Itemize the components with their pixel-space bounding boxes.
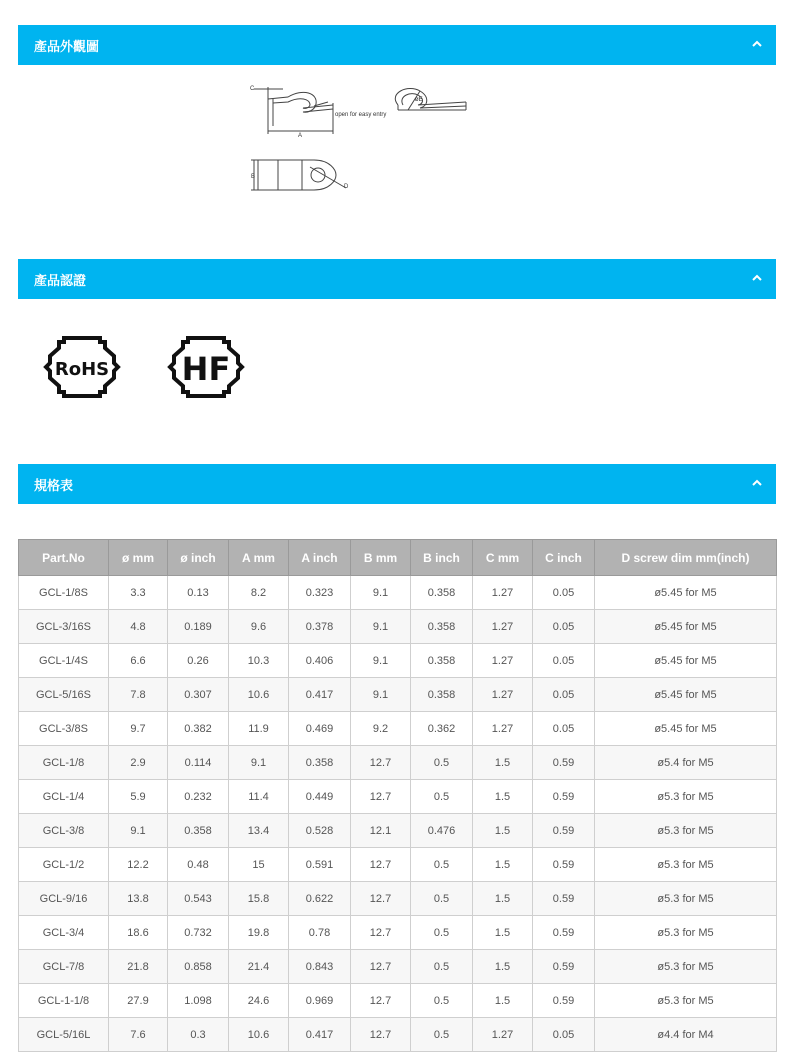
part-number-cell: GCL-3/16S xyxy=(19,610,109,644)
section-header-appearance[interactable] xyxy=(18,25,776,65)
label-e: øE xyxy=(415,97,423,103)
table-cell: 0.307 xyxy=(168,678,229,712)
table-cell: 0.417 xyxy=(289,678,351,712)
column-header: B mm xyxy=(351,540,411,576)
column-header: ø mm xyxy=(109,540,168,576)
table-cell: 0.26 xyxy=(168,644,229,678)
table-cell: 0.449 xyxy=(289,780,351,814)
table-cell: 0.59 xyxy=(533,814,595,848)
table-cell: 10.3 xyxy=(229,644,289,678)
table-cell: 0.3 xyxy=(168,1018,229,1052)
column-header: D screw dim mm(inch) xyxy=(595,540,777,576)
column-header: ø inch xyxy=(168,540,229,576)
table-row xyxy=(19,950,777,984)
table-cell: 9.1 xyxy=(109,814,168,848)
table-cell: 0.382 xyxy=(168,712,229,746)
easy-entry-note: open for easy entry xyxy=(335,112,387,118)
table-cell: 1.5 xyxy=(473,984,533,1018)
table-cell: 0.528 xyxy=(289,814,351,848)
table-row xyxy=(19,576,777,610)
label-b: B xyxy=(251,174,256,180)
table-cell: 9.1 xyxy=(229,746,289,780)
table-cell: ø5.4 for M5 xyxy=(595,746,777,780)
part-number-cell: GCL-1/2 xyxy=(19,848,109,882)
table-cell: 27.9 xyxy=(109,984,168,1018)
table-cell: 0.406 xyxy=(289,644,351,678)
table-cell: 0.358 xyxy=(289,746,351,780)
table-cell: 0.476 xyxy=(411,814,473,848)
table-cell: 0.969 xyxy=(289,984,351,1018)
table-cell: 9.1 xyxy=(351,644,411,678)
table-cell: 12.7 xyxy=(351,984,411,1018)
chevron-up-icon[interactable] xyxy=(750,37,764,51)
table-row xyxy=(19,712,777,746)
spec-table xyxy=(18,539,777,1052)
table-cell: 0.843 xyxy=(289,950,351,984)
section-title: 規格表 xyxy=(34,478,74,494)
column-header: A inch xyxy=(289,540,351,576)
table-cell: 0.05 xyxy=(533,712,595,746)
table-cell: 0.591 xyxy=(289,848,351,882)
table-cell: 0.858 xyxy=(168,950,229,984)
part-number-cell: GCL-1/4S xyxy=(19,644,109,678)
table-cell: 0.358 xyxy=(411,678,473,712)
column-header: B inch xyxy=(411,540,473,576)
table-cell: 0.358 xyxy=(168,814,229,848)
table-cell: 1.27 xyxy=(473,576,533,610)
hf-label: HF xyxy=(181,350,231,388)
table-cell: 0.358 xyxy=(411,644,473,678)
part-number-cell: GCL-1-1/8 xyxy=(19,984,109,1018)
table-cell: 0.358 xyxy=(411,576,473,610)
table-cell: 1.5 xyxy=(473,950,533,984)
table-cell: 12.1 xyxy=(351,814,411,848)
table-row xyxy=(19,916,777,950)
table-cell: 19.8 xyxy=(229,916,289,950)
table-cell: 1.098 xyxy=(168,984,229,1018)
table-cell: ø5.45 for M5 xyxy=(595,678,777,712)
chevron-up-icon[interactable] xyxy=(750,476,764,490)
table-cell: ø4.4 for M4 xyxy=(595,1018,777,1052)
table-cell: 0.114 xyxy=(168,746,229,780)
table-cell: ø5.45 for M5 xyxy=(595,644,777,678)
section-title: 產品認證 xyxy=(34,273,87,289)
table-row xyxy=(19,644,777,678)
table-cell: 12.7 xyxy=(351,916,411,950)
table-cell: 0.5 xyxy=(411,916,473,950)
table-cell: 18.6 xyxy=(109,916,168,950)
table-cell: 0.5 xyxy=(411,882,473,916)
section-header-specs[interactable] xyxy=(18,464,776,504)
table-cell: 9.2 xyxy=(351,712,411,746)
table-cell: 0.05 xyxy=(533,610,595,644)
table-cell: 1.27 xyxy=(473,678,533,712)
table-cell: 2.9 xyxy=(109,746,168,780)
rohs-label: RoHS xyxy=(54,359,110,380)
table-cell: 12.7 xyxy=(351,882,411,916)
label-d: D xyxy=(344,184,349,190)
table-cell: 1.27 xyxy=(473,610,533,644)
table-row xyxy=(19,984,777,1018)
table-cell: 0.78 xyxy=(289,916,351,950)
table-cell: 0.05 xyxy=(533,1018,595,1052)
part-number-cell: GCL-5/16S xyxy=(19,678,109,712)
table-cell: 0.469 xyxy=(289,712,351,746)
table-cell: 11.9 xyxy=(229,712,289,746)
table-cell: 21.4 xyxy=(229,950,289,984)
table-cell: 6.6 xyxy=(109,644,168,678)
table-cell: 1.5 xyxy=(473,848,533,882)
table-cell: 1.5 xyxy=(473,882,533,916)
table-cell: 0.5 xyxy=(411,780,473,814)
table-cell: ø5.3 for M5 xyxy=(595,950,777,984)
part-number-cell: GCL-5/16L xyxy=(19,1018,109,1052)
table-cell: 9.6 xyxy=(229,610,289,644)
table-cell: 0.59 xyxy=(533,848,595,882)
table-cell: ø5.3 for M5 xyxy=(595,780,777,814)
table-cell: 12.2 xyxy=(109,848,168,882)
part-number-cell: GCL-1/8 xyxy=(19,746,109,780)
table-cell: 0.362 xyxy=(411,712,473,746)
table-cell: 0.59 xyxy=(533,780,595,814)
label-c: C xyxy=(250,86,255,92)
column-header: Part.No xyxy=(19,540,109,576)
table-cell: 0.59 xyxy=(533,746,595,780)
section-header-certification[interactable] xyxy=(18,259,776,299)
table-cell: ø5.45 for M5 xyxy=(595,712,777,746)
table-cell: 1.27 xyxy=(473,644,533,678)
table-cell: 15.8 xyxy=(229,882,289,916)
table-cell: 12.7 xyxy=(351,780,411,814)
table-cell: 1.5 xyxy=(473,814,533,848)
part-number-cell: GCL-3/8S xyxy=(19,712,109,746)
table-row xyxy=(19,882,777,916)
label-a: A xyxy=(298,133,303,139)
table-cell: 7.6 xyxy=(109,1018,168,1052)
section-title: 產品外觀圖 xyxy=(34,39,100,55)
table-cell: 13.4 xyxy=(229,814,289,848)
table-cell: 0.732 xyxy=(168,916,229,950)
table-cell: 9.7 xyxy=(109,712,168,746)
column-header: C inch xyxy=(533,540,595,576)
part-number-cell: GCL-1/4 xyxy=(19,780,109,814)
table-cell: 3.3 xyxy=(109,576,168,610)
table-row xyxy=(19,610,777,644)
table-cell: 0.5 xyxy=(411,746,473,780)
rohs-logo xyxy=(42,334,122,400)
table-cell: ø5.3 for M5 xyxy=(595,814,777,848)
table-cell: 0.59 xyxy=(533,950,595,984)
table-row xyxy=(19,848,777,882)
table-row xyxy=(19,780,777,814)
part-number-cell: GCL-3/8 xyxy=(19,814,109,848)
table-cell: 0.323 xyxy=(289,576,351,610)
table-cell: 0.5 xyxy=(411,1018,473,1052)
table-cell: 15 xyxy=(229,848,289,882)
table-cell: ø5.45 for M5 xyxy=(595,610,777,644)
table-cell: 4.8 xyxy=(109,610,168,644)
table-cell: 1.5 xyxy=(473,746,533,780)
table-cell: ø5.45 for M5 xyxy=(595,576,777,610)
column-header: C mm xyxy=(473,540,533,576)
table-cell: 1.27 xyxy=(473,712,533,746)
table-cell: 1.27 xyxy=(473,1018,533,1052)
table-cell: 21.8 xyxy=(109,950,168,984)
table-cell: 0.05 xyxy=(533,678,595,712)
table-row xyxy=(19,1018,777,1052)
table-cell: 0.05 xyxy=(533,576,595,610)
table-cell: 0.378 xyxy=(289,610,351,644)
table-cell: 11.4 xyxy=(229,780,289,814)
table-row xyxy=(19,678,777,712)
table-cell: 13.8 xyxy=(109,882,168,916)
hf-logo xyxy=(166,334,246,400)
table-row xyxy=(19,814,777,848)
table-cell: 12.7 xyxy=(351,848,411,882)
table-cell: 24.6 xyxy=(229,984,289,1018)
table-cell: 0.5 xyxy=(411,984,473,1018)
table-cell: 0.5 xyxy=(411,848,473,882)
cable-clip-drawing xyxy=(248,78,478,198)
table-cell: 9.1 xyxy=(351,678,411,712)
table-cell: 0.358 xyxy=(411,610,473,644)
table-cell: ø5.3 for M5 xyxy=(595,916,777,950)
table-cell: 7.8 xyxy=(109,678,168,712)
table-cell: 12.7 xyxy=(351,1018,411,1052)
table-cell: 0.5 xyxy=(411,950,473,984)
table-cell: 5.9 xyxy=(109,780,168,814)
part-number-cell: GCL-3/4 xyxy=(19,916,109,950)
table-cell: ø5.3 for M5 xyxy=(595,882,777,916)
table-cell: 1.5 xyxy=(473,916,533,950)
table-cell: 0.13 xyxy=(168,576,229,610)
table-cell: 0.59 xyxy=(533,916,595,950)
table-cell: 0.05 xyxy=(533,644,595,678)
table-cell: 9.1 xyxy=(351,610,411,644)
table-row xyxy=(19,746,777,780)
table-cell: 8.2 xyxy=(229,576,289,610)
table-cell: 0.48 xyxy=(168,848,229,882)
table-cell: 0.59 xyxy=(533,882,595,916)
table-cell: 0.622 xyxy=(289,882,351,916)
table-header-row xyxy=(19,540,777,576)
table-cell: 12.7 xyxy=(351,950,411,984)
part-number-cell: GCL-1/8S xyxy=(19,576,109,610)
table-cell: 1.5 xyxy=(473,780,533,814)
table-cell: 9.1 xyxy=(351,576,411,610)
table-cell: 0.189 xyxy=(168,610,229,644)
table-cell: 0.417 xyxy=(289,1018,351,1052)
part-number-cell: GCL-7/8 xyxy=(19,950,109,984)
table-cell: 12.7 xyxy=(351,746,411,780)
part-number-cell: GCL-9/16 xyxy=(19,882,109,916)
table-cell: 0.232 xyxy=(168,780,229,814)
table-body xyxy=(19,576,777,1052)
table-cell: ø5.3 for M5 xyxy=(595,848,777,882)
table-cell: 10.6 xyxy=(229,678,289,712)
chevron-up-icon[interactable] xyxy=(750,271,764,285)
table-cell: 0.59 xyxy=(533,984,595,1018)
table-cell: 0.543 xyxy=(168,882,229,916)
table-cell: 10.6 xyxy=(229,1018,289,1052)
column-header: A mm xyxy=(229,540,289,576)
table-cell: ø5.3 for M5 xyxy=(595,984,777,1018)
